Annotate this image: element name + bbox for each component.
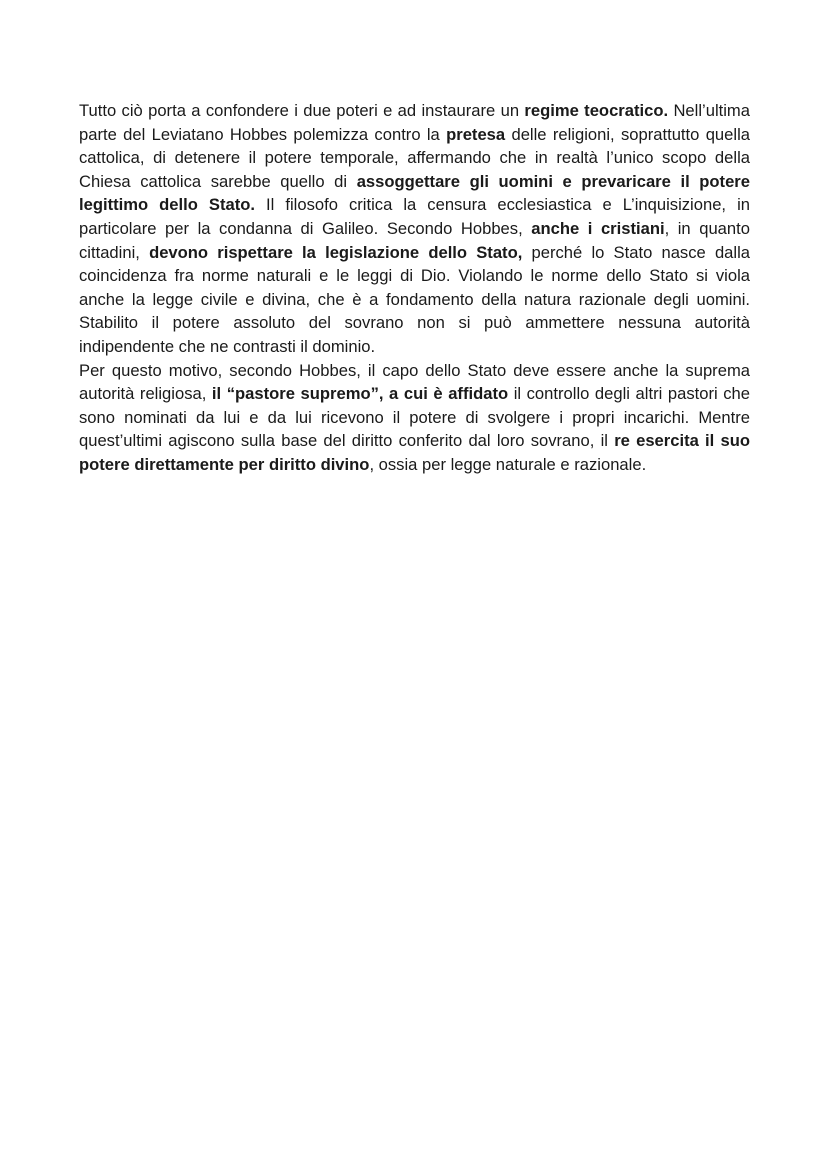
bold-phrase: pretesa — [446, 124, 506, 144]
text-segment: Nell’ultima parte del Leviatano Hobbes polemizza contro la — [79, 101, 750, 144]
bold-phrase: il “pastore supremo”, a cui è affidato — [211, 384, 509, 404]
bold-phrase: regime teocratico. — [524, 101, 669, 120]
document-body — [79, 99, 750, 477]
paragraph-supreme-pastor — [79, 359, 750, 477]
text-segment: delle religioni, soprattutto quella cattolica, di detenere il potere temporale, affermando che in realtà l’unico scopo della Chiesa cattolica sarebbe quello di — [79, 124, 750, 191]
text-segment: Il filosofo critica la censura ecclesiastica e L’inquisizione, in particolare per la condanna di Galileo. Secondo Hobbes, — [79, 195, 750, 238]
bold-phrase: devono rispettare la legislazione dello Stato, — [149, 242, 523, 262]
text-segment: , ossia per legge naturale e razionale. — [369, 454, 647, 474]
bold-phrase: anche i cristiani — [531, 218, 665, 238]
text-segment: , in quanto cittadini, — [79, 218, 750, 262]
text-segment: Tutto ciò porta a confondere i due poteri e ad instaurare un — [79, 101, 525, 120]
text-segment: Per questo motivo, secondo Hobbes, il capo dello Stato deve essere anche la suprema autorità religiosa, — [79, 360, 750, 404]
bold-phrase: assoggettare gli uomini e prevaricare il potere legittimo dello Stato. — [79, 171, 750, 215]
text-segment: il controllo degli altri pastori che sono nominati da lui e da lui ricevono il potere di svolgere i propri incarichi. Mentre quest’ultimi agiscono sulla base del diritto conferito dal loro sovrano, il — [79, 384, 750, 451]
bold-phrase: re esercita il suo potere direttamente per diritto divino — [79, 431, 750, 474]
text-segment: perché lo Stato nasce dalla coincidenza fra norme naturali e le leggi di Dio. Violando le norme dello Stato si viola anche la legge civile e divina, che è a fondamento della natura razionale degli uomini. Stabilito il potere assoluto del sovrano non si può ammettere nessuna autorità indipendente che ne contrasti il dominio. — [79, 242, 751, 356]
paragraph-theocracy — [79, 99, 750, 359]
